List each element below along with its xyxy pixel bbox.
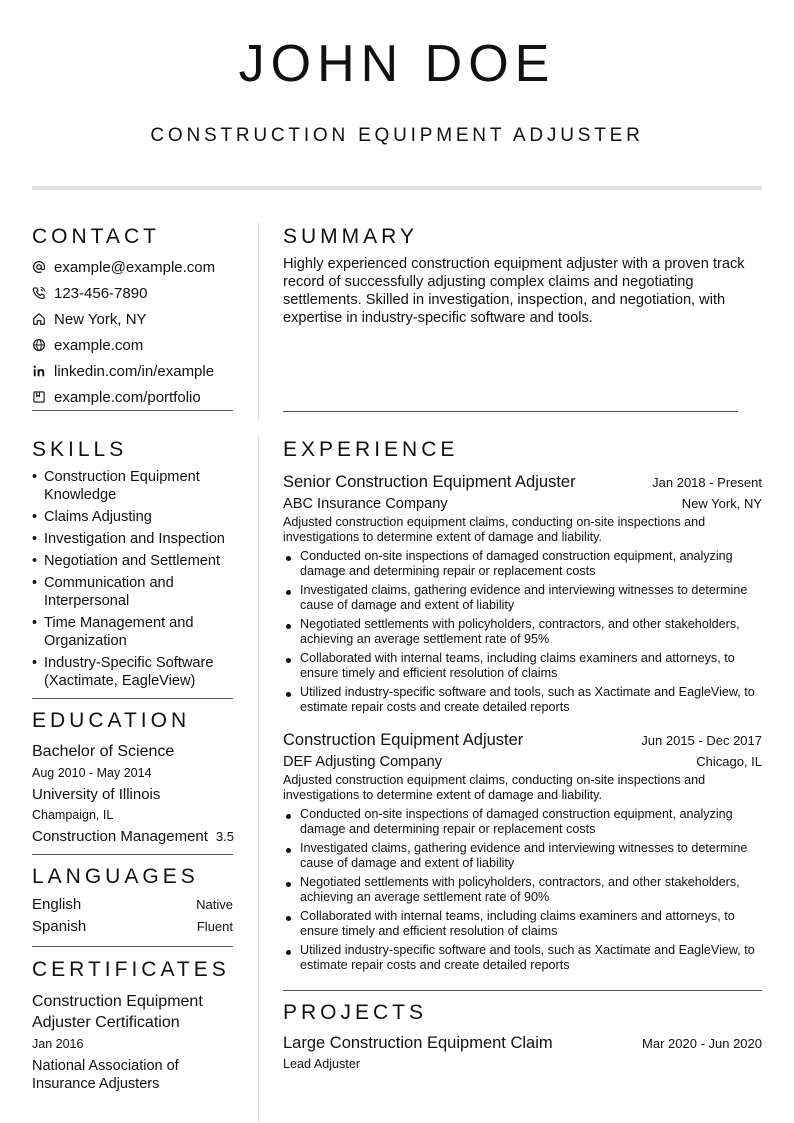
project-role: Lead Adjuster bbox=[283, 1057, 361, 1071]
skill-item: • Negotiation and Settlement bbox=[32, 552, 234, 570]
language-name: English bbox=[32, 896, 82, 913]
project-dates: Mar 2020 - Jun 2020 bbox=[642, 1036, 762, 1051]
skills-section bbox=[32, 437, 234, 694]
language-level: Native bbox=[196, 897, 233, 912]
experience-section bbox=[283, 437, 762, 977]
contact-linkedin-text: linkedin.com/in/example bbox=[54, 362, 215, 380]
job-dates: Jun 2015 - Dec 2017 bbox=[641, 733, 762, 748]
job-title: Senior Construction Equipment Adjuster bbox=[283, 473, 576, 491]
job-description: Adjusted construction equipment claims, conducting on-site inspections and investigations to determine extent of damage and liability. bbox=[283, 515, 706, 544]
education-divider bbox=[32, 854, 233, 855]
contact-website-text: example.com bbox=[54, 336, 144, 354]
certificate-issuer: National Association of Insurance Adjusters bbox=[32, 1058, 179, 1092]
job-bullet: Conducted on-site inspections of damaged construction equipment, analyzing damage and determining repair or replacement costs bbox=[283, 549, 762, 579]
languages-heading: LANGUAGES bbox=[32, 865, 199, 888]
languages-section bbox=[32, 864, 233, 940]
home-icon bbox=[32, 312, 46, 326]
job-description: Adjusted construction equipment claims, conducting on-site inspections and investigations to determine extent of damage and liability. bbox=[283, 773, 706, 802]
column-divider-bottom bbox=[258, 436, 259, 1122]
education-location: Champaign, IL bbox=[32, 808, 114, 822]
job-bullet: Investigated claims, gathering evidence and interviewing witnesses to determine cause of damage and extent of liability bbox=[283, 841, 762, 871]
education-school: University of Illinois bbox=[32, 786, 161, 803]
resume-job-title: CONSTRUCTION EQUIPMENT ADJUSTER bbox=[150, 125, 644, 146]
education-field-row bbox=[32, 828, 234, 846]
contact-portfolio[interactable] bbox=[32, 384, 234, 410]
job-location: New York, NY bbox=[681, 496, 762, 511]
contact-linkedin[interactable] bbox=[32, 358, 234, 384]
contact-email-text: example@example.com bbox=[54, 258, 216, 276]
education-gpa: 3.5 bbox=[215, 829, 234, 844]
skills-heading: SKILLS bbox=[32, 438, 128, 461]
skill-item: • Investigation and Inspection bbox=[32, 530, 234, 548]
portfolio-icon bbox=[32, 390, 46, 404]
skill-item: • Industry-Specific Software (Xactimate, EagleView) bbox=[32, 654, 234, 690]
skill-item: • Construction Equipment Knowledge bbox=[32, 468, 234, 504]
at-sign-icon bbox=[32, 260, 46, 274]
job-title: Construction Equipment Adjuster bbox=[283, 731, 524, 749]
project-name: Large Construction Equipment Claim bbox=[283, 1034, 553, 1052]
skill-item: • Claims Adjusting bbox=[32, 508, 234, 526]
contact-email[interactable] bbox=[32, 254, 234, 280]
left-column bbox=[32, 224, 234, 1092]
linkedin-icon bbox=[32, 364, 46, 378]
job-bullet: Conducted on-site inspections of damaged construction equipment, analyzing damage and determining repair or replacement costs bbox=[283, 807, 762, 837]
contact-website[interactable] bbox=[32, 332, 234, 358]
job-bullet: Utilized industry-specific software and tools, such as Xactimate and EagleView, to estimate repair costs and create detailed reports bbox=[283, 943, 762, 973]
experience-divider bbox=[283, 990, 762, 991]
skills-divider bbox=[32, 698, 233, 699]
job-bullet: Investigated claims, gathering evidence and interviewing witnesses to determine cause of damage and extent of liability bbox=[283, 583, 762, 613]
skill-item: • Time Management and Organization bbox=[32, 614, 234, 650]
language-row bbox=[32, 918, 233, 940]
column-divider-top bbox=[258, 223, 259, 420]
contact-location-text: New York, NY bbox=[54, 310, 147, 328]
job-bullet: Utilized industry-specific software and tools, such as Xactimate and EagleView, to estimate repair costs and create detailed reports bbox=[283, 685, 762, 715]
globe-icon bbox=[32, 338, 46, 352]
job-company: DEF Adjusting Company bbox=[283, 754, 442, 770]
certificates-heading: CERTIFICATES bbox=[32, 958, 230, 981]
job-dates: Jan 2018 - Present bbox=[652, 475, 762, 490]
phone-icon bbox=[32, 286, 46, 300]
job-location: Chicago, IL bbox=[696, 754, 762, 769]
language-level: Fluent bbox=[196, 919, 233, 934]
education-dates: Aug 2010 - May 2014 bbox=[32, 766, 152, 780]
certificate-name: Construction Equipment Adjuster Certification bbox=[32, 993, 203, 1031]
job-bullet: Collaborated with internal teams, including claims examiners and attorneys, to ensure timely and efficient resolution of claims bbox=[283, 909, 762, 939]
experience-heading: EXPERIENCE bbox=[283, 438, 459, 461]
job-bullet: Collaborated with internal teams, including claims examiners and attorneys, to ensure timely and efficient resolution of claims bbox=[283, 651, 762, 681]
job-bullet: Negotiated settlements with policyholders, contractors, and other stakeholders, achieving an average settlement rate of 90% bbox=[283, 875, 762, 905]
summary-text: Highly experienced construction equipment adjuster with a proven track record of successfully adjusting complex claims and negotiating settlements. Skilled in investigation, inspection, and negotiation, with expertise in industry-specific software and tools. bbox=[283, 256, 745, 326]
skill-item: • Communication and Interpersonal bbox=[32, 574, 234, 610]
certificates-section bbox=[32, 957, 234, 1093]
education-heading: EDUCATION bbox=[32, 709, 191, 732]
contact-divider bbox=[32, 410, 233, 411]
education-field: Construction Management bbox=[32, 828, 208, 845]
language-row bbox=[32, 896, 233, 918]
projects-section bbox=[283, 1000, 762, 1072]
contact-portfolio-text: example.com/portfolio bbox=[54, 388, 201, 406]
projects-heading: PROJECTS bbox=[283, 1001, 428, 1024]
certificate-date: Jan 2016 bbox=[32, 1037, 84, 1051]
summary-divider bbox=[283, 411, 738, 412]
education-section bbox=[32, 708, 234, 846]
resume-name: JOHN DOE bbox=[238, 35, 556, 93]
education-degree: Bachelor of Science bbox=[32, 743, 175, 760]
contact-section bbox=[32, 224, 234, 412]
contact-location bbox=[32, 306, 234, 332]
summary-section bbox=[283, 224, 762, 327]
job-entry bbox=[283, 729, 762, 973]
contact-phone-text: 123-456-7890 bbox=[54, 284, 148, 302]
languages-divider bbox=[32, 946, 233, 947]
job-bullet: Negotiated settlements with policyholders, contractors, and other stakeholders, achieving an average settlement rate of 95% bbox=[283, 617, 762, 647]
job-company: ABC Insurance Company bbox=[283, 496, 448, 512]
contact-heading: CONTACT bbox=[32, 225, 160, 248]
language-name: Spanish bbox=[32, 918, 87, 935]
job-entry bbox=[283, 471, 762, 715]
summary-heading: SUMMARY bbox=[283, 225, 418, 248]
right-column bbox=[283, 224, 762, 1071]
header-divider bbox=[32, 186, 762, 190]
contact-phone[interactable] bbox=[32, 280, 234, 306]
